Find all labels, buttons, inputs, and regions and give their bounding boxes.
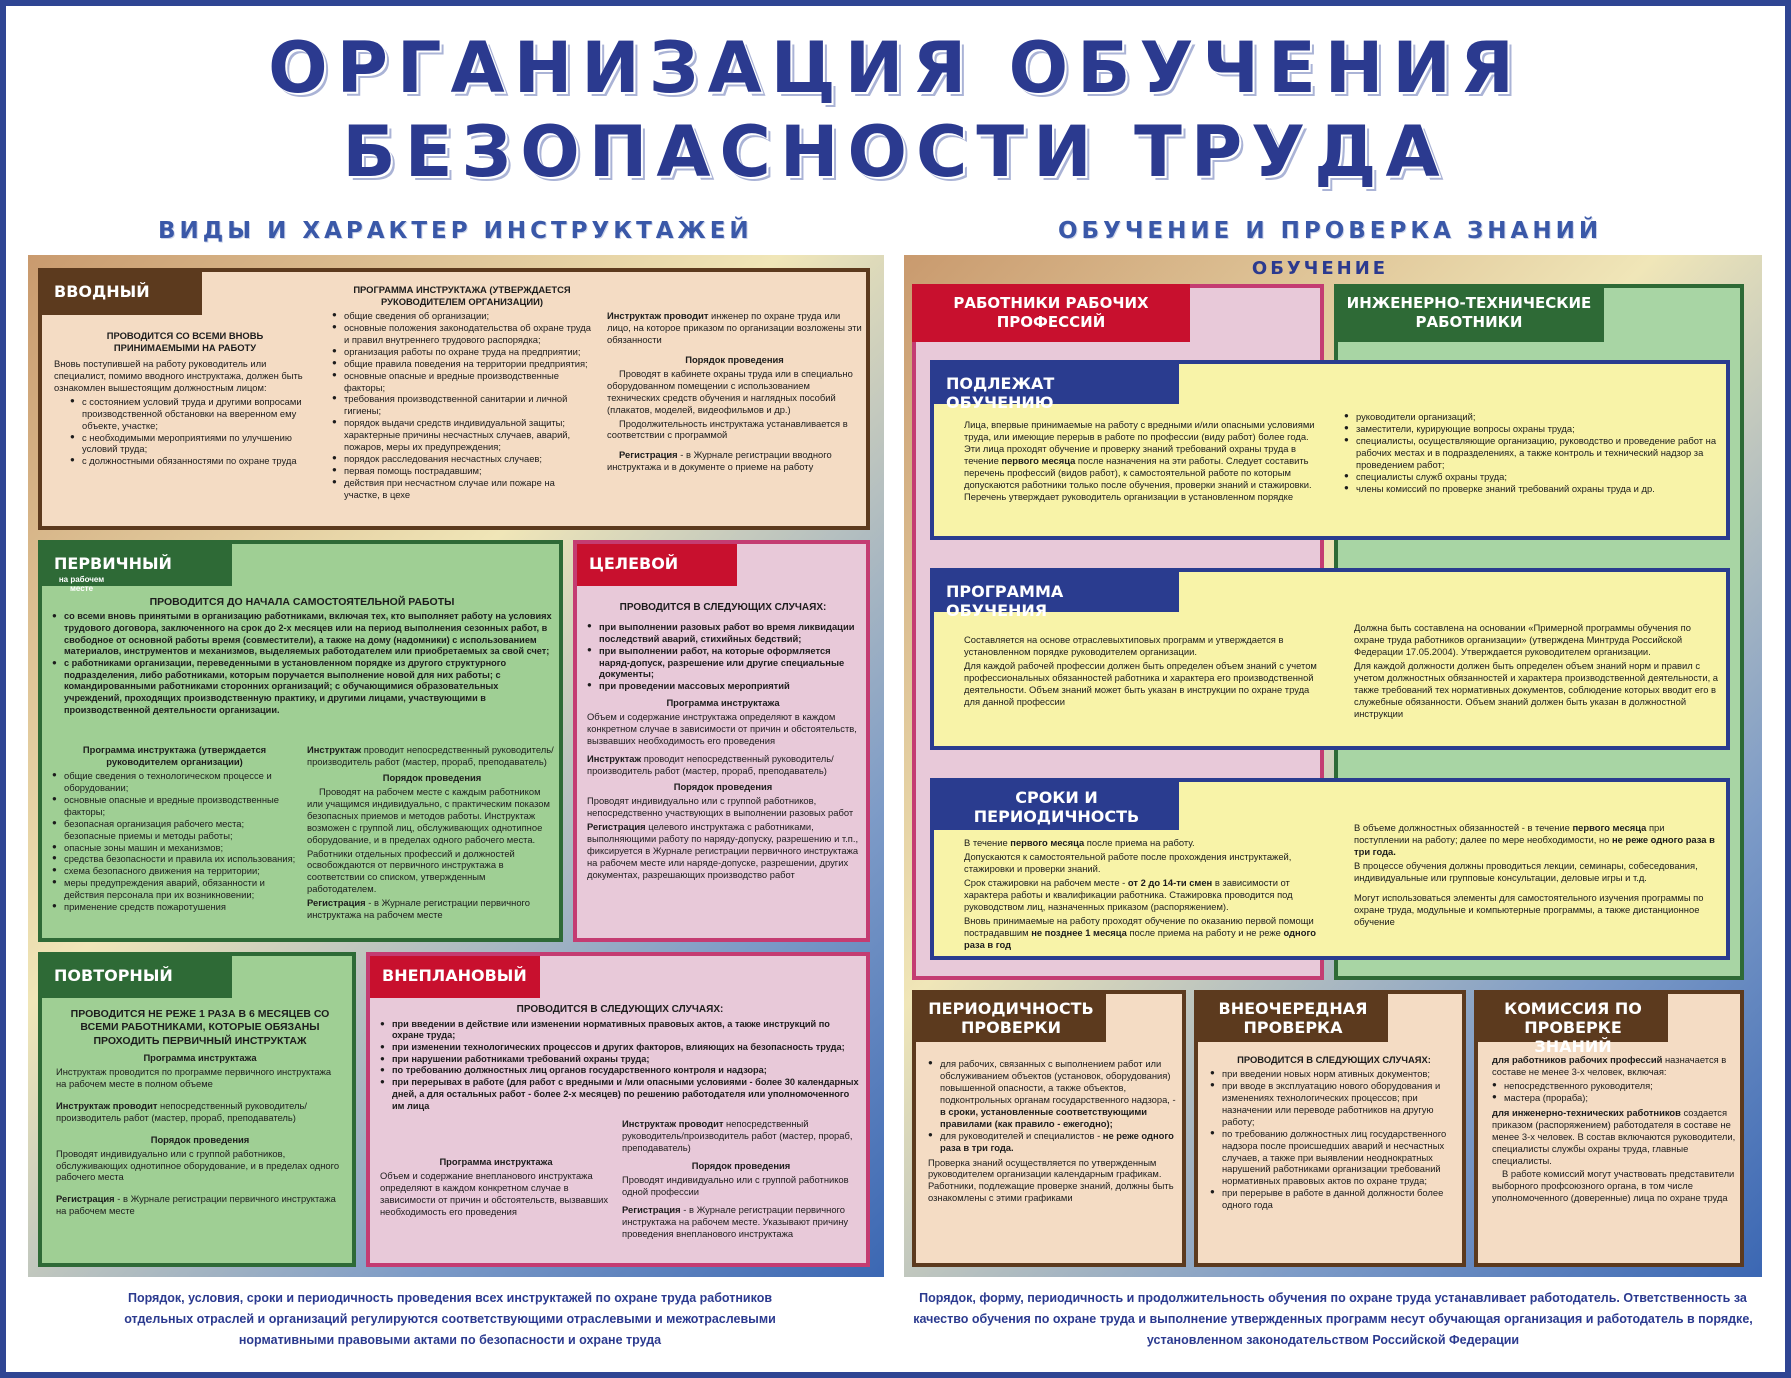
pervichny-conducted: ПРОВОДИТСЯ ДО НАЧАЛА САМОСТОЯТЕЛЬНОЙ РАБОТЫ <box>149 596 455 608</box>
program-left-text2: Для каждой рабочей профессии должен быть определен объем знаний с учетом профессиональных обязанностей работника и характера его производственной деятельности. Объем знаний может быть указан в инструкции по охране труда для данной профессии <box>964 659 1317 707</box>
list-item: ● с работниками организации, переведенными в установленном порядке из другого структурного подразделения, либо работниками, которым поручается выполнение новой для них работы; с командированными работниками сторонних организаций; с обучающимися образовательных учреждений, проходящих производственную практику, и другими лицами, участвующими в производственной деятельности организации. <box>52 658 552 716</box>
list-item: ● основные опасные и вредные производственные факторы; <box>52 794 297 818</box>
pervichny-conductor-label: Инструктаж <box>307 744 362 755</box>
terms-right-p3: Могут использоваться элементы для самостоятельного изучения программы по охране труда, модульные и компьютерные программы, а также дистанционное обучение <box>1354 891 1704 927</box>
list-item: ● опасные зоны машин и механизмов; <box>52 842 297 854</box>
list-item: ● при вводе в эксплуатацию нового оборудования и изменениях технологических процессов; при назначении или переводе работников на другую работу; <box>1210 1080 1458 1128</box>
list-item: ● при введении в действие или изменении нормативных правовых актов, а также инструкций по охране труда; <box>380 1019 860 1042</box>
list-item: ● с должностными обязанностями по охране труда <box>70 455 316 467</box>
list-item: ● при выполнении разовых работ во время ликвидации последствий аварий, стихийных бедствий; <box>587 621 859 645</box>
subtitle-right: ОБУЧЕНИЕ И ПРОВЕРКА ЗНАНИЙ <box>1058 218 1603 244</box>
workers-header: РАБОТНИКИ РАБОЧИХ ПРОФЕССИЙ <box>912 284 1190 342</box>
list-item: ● непосредственного руководителя; <box>1492 1080 1736 1092</box>
povtorny-reg-label: Регистрация <box>56 1193 115 1205</box>
povtorny-conducted: ПРОВОДИТСЯ НЕ РЕЖЕ 1 РАЗА В 6 МЕСЯЦЕВ СО ВСЕМИ РАБОТНИКАМИ, КОТОРЫЕ ОБЯЗАНЫ ПРОХОДИТЬ ПЕРВИЧНЫЙ ИНСТРУКТАЖ <box>70 1008 330 1047</box>
list-item: ● безопасная организация рабочего места; безопасные приемы и методы работы; <box>52 818 297 842</box>
list-item: ● общие правила поведения на территории предприятия; <box>332 358 592 370</box>
commission-header: КОМИССИЯ ПО ПРОВЕРКЕ ЗНАНИЙ <box>1478 994 1668 1042</box>
footer-left: Порядок, условия, сроки и периодичность проведения всех инструктажей по охране труда работников отдельных отраслей и организаций регулируются соответствующими отраслевыми и межотраслевыми нормативными правовыми актами по безопасности и охране труда <box>124 1291 776 1347</box>
terms-right-c: при поступлении на работу; далее по мере необходимости, но <box>1354 822 1665 845</box>
periodic-item2a: для руководителей и специалистов - <box>940 1129 1103 1141</box>
list-item: ● при выполнении работ, на которые оформляется наряд-допуск, разрешение или другие специальные документы; <box>587 645 859 681</box>
terms-right-p2: В процессе обучения должны проводиться лекции, семинары, собеседования, индивидуальные или групповые консультации, деловые игры и т.д. <box>1354 859 1698 883</box>
vvodny-order-title: Порядок проведения <box>685 353 784 365</box>
commission-p1a: для работников рабочих профессий <box>1492 1054 1663 1065</box>
celevoy-conducted: ПРОВОДИТСЯ В СЛЕДУЮЩИХ СЛУЧАЯХ: <box>619 602 827 613</box>
subject-header: ПОДЛЕЖАТ ОБУЧЕНИЮ <box>934 364 1179 404</box>
list-item: ● требования производственной санитарии и личной гигиены; <box>332 393 592 417</box>
celevoy-program-text: Объем и содержание инструктажа определяют в каждом конкретном случае в зависимости от причин и обстоятельств, вызвавших необходимость его проведения <box>587 711 857 747</box>
commission-p2b: создается приказом (распоряжением) работодателя в составе не менее 3-х человек. В состав включаются руководители, специалисты службы охраны труда, главные специалисты. <box>1492 1106 1736 1166</box>
vvodny-header: ВВОДНЫЙ <box>42 272 202 315</box>
list-item: ● общие сведения о технологическом процессе и оборудовании; <box>52 770 297 794</box>
vneplanovy-header: ВНЕПЛАНОВЫЙ <box>370 956 540 998</box>
vneplanovy-reg-text: - в Журнале регистрации первичного инструктажа на рабочем месте. Указывают причину проведения внепланового инструктажа <box>622 1203 849 1239</box>
periodic-text: Проверка знаний осуществляется по утвержденным руководителем организации календарным графикам. Работники, подлежащие проверке знаний, должны быть ознакомлены с этими графиками <box>928 1156 1174 1204</box>
celevoy-conductor-text: проводит непосредственный руководитель/производитель работ (мастер, прораб, преподаватель) <box>587 753 834 776</box>
celevoy-reg-text: целевого инструктажа с работниками, выполняющими работу по наряду-допуску, разрешению и т.п., фиксируется в Журнале регистрации первичного инструктажа на рабочем месте или наряде-допуске, разрешении, других документах, разрешающих производство работ <box>587 820 859 880</box>
pervichny-header-small: на рабочем месте <box>58 574 105 593</box>
terms-left-a: В течение <box>964 837 1011 848</box>
povtorny-order-title: Порядок проведения <box>150 1133 250 1145</box>
extraordinary-header: ВНЕОЧЕРЕДНАЯ ПРОВЕРКА <box>1198 994 1388 1042</box>
list-item: ● по требованию должностных лиц органов государственного контроля и надзора; <box>380 1065 860 1077</box>
list-item: ● при перерывах в работе (для работ с вредными и /или опасными условиями - более 30 календарных дней, а для остальных работ - более 2-х месяцев) по решению работодателя или уполномоченного им лица <box>380 1077 860 1112</box>
celevoy-header: ЦЕЛЕВОЙ <box>577 544 737 586</box>
list-item: ● организация работы по охране труда на предприятии; <box>332 346 592 358</box>
list-item: ● меры предупреждения аварий, обязанности и действия персонала при их возникновении; <box>52 877 297 901</box>
povtorny-conductor-label: Инструктаж проводит <box>56 1099 158 1111</box>
vvodny-conducted: ПРОВОДИТСЯ СО ВСЕМИ ВНОВЬ ПРИНИМАЕМЫМИ НА РАБОТУ <box>106 330 264 353</box>
list-item: ● при проведении массовых мероприятий <box>587 680 859 692</box>
commission-box <box>1474 990 1744 1267</box>
program-left-text1: Составляется на основе отраслевыхтиповых программ и утверждается в установленном порядке руководителем организации. <box>964 634 1284 657</box>
program-right-text1: Должна быть составлена на основании «Примерной программы обучения по охране труда работников организации» (утверждена Минтруда Российской Федерации 17.05.2004). Утверждается руководителем организации. <box>1354 622 1691 657</box>
celevoy-program-title: Программа инструктажа <box>666 697 780 709</box>
povtorny-program-title: Программа инструктажа <box>143 1051 257 1063</box>
list-item: ● мастера (прораба); <box>1492 1092 1736 1104</box>
terms-left-p4a: Вновь принимаемые на работу проходят обучение по оказанию первой помощи пострадавшим <box>964 914 1314 938</box>
vvodny-order-text1: Проводят в кабинете охраны труда или в специально оборудованном помещении с использованием технических средств обучения и наглядных пособий (плакатов, моделей, видеофильмов и др.) <box>607 367 853 415</box>
obuchenie-label: ОБУЧЕНИЕ <box>1251 258 1389 279</box>
program-box <box>930 568 1730 750</box>
vneplanovy-order-title: Порядок проведения <box>691 1159 791 1171</box>
engineers-header: ИНЖЕНЕРНО-ТЕХНИЧЕСКИЕ РАБОТНИКИ <box>1334 284 1604 342</box>
povtorny-order-text: Проводят индивидуально или с группой работников, обслуживающих однотипное оборудование, и в пределах одного рабочего места <box>56 1147 340 1183</box>
list-item: ● общие сведения об организации; <box>332 310 592 322</box>
vvodny-program-title: ПРОГРАММА ИНСТРУКТАЖА (УТВЕРЖДАЕТСЯ РУКОВОДИТЕЛЕМ ОРГАНИЗАЦИИ) <box>353 284 571 307</box>
terms-left-b: первого месяца <box>1010 837 1085 848</box>
list-item: ● схема безопасного движения на территории; <box>52 865 297 877</box>
vvodny-conductor-text: инженер по охране труда или лицо, на которое приказом по организации возложены эти обязанности <box>607 310 862 345</box>
poster-title-line1: ОРГАНИЗАЦИЯ ОБУЧЕНИЯ <box>268 27 1523 109</box>
terms-right-d: не реже одного раза в три года. <box>1354 833 1715 857</box>
celevoy-box <box>573 540 870 942</box>
pervichny-order-title: Порядок проведения <box>382 771 482 783</box>
list-item: ● со всеми вновь принятыми в организацию работниками, включая тех, кто выполняет работу на условиях трудового договора, заключенного на срок до 2-х месяцев или на период выполнения сезонных работ, в свободное от основной работы время (совместители), а также на дому (надомники) с использованием материалов, инструментов и механизмов, выделяемых работодателем или приобретаемых за свой счет; <box>52 611 552 658</box>
subtitle-left: ВИДЫ И ХАРАКТЕР ИНСТРУКТАЖЕЙ <box>158 218 753 244</box>
list-item: ● применение средств пожаротушения <box>52 901 297 913</box>
list-item: ● заместители, курирующие вопросы охраны труда; <box>1344 423 1719 435</box>
terms-right-b: первого месяца <box>1572 822 1647 833</box>
terms-left-p4b: не позднее 1 месяца <box>1031 926 1127 938</box>
terms-left-p3c: в зависимости от характера работы и квалификации работника. Стажировка проводится под руководством лиц, назначенных приказом (распоряжением). <box>964 876 1293 912</box>
vvodny-conductor-label: Инструктаж проводит <box>607 310 709 321</box>
list-item: ● порядок расследования несчастных случаев; <box>332 453 592 465</box>
poster-title-line2: БЕЗОПАСНОСТИ ТРУДА <box>342 111 1449 193</box>
list-item: ● при нарушении работниками требований охраны труда; <box>380 1054 860 1066</box>
commission-p2a: для инженерно-технических работников <box>1492 1106 1681 1118</box>
list-item: ● с состоянием условий труда и другими вопросами производственной обстановки на вверенном ему объекте, участке; <box>70 396 316 432</box>
list-item: ● первая помощь пострадавшим; <box>332 465 592 477</box>
pervichny-program-title: Программа инструктажа (утверждается руководителем организации) <box>82 744 267 767</box>
pervichny-reg-label: Регистрация <box>307 897 366 909</box>
list-item: ● специалисты, осуществляющие организацию, руководство и проведение работ на рабочих местах и в подразделениях, а также контроль и технический надзор за проведением работ; <box>1344 435 1719 471</box>
povtorny-conductor-text: непосредственный руководитель/производитель работ (мастер, прораб, преподаватель) <box>56 1099 307 1123</box>
vneplanovy-box <box>366 952 870 1267</box>
povtorny-reg-text: - в Журнале регистрации первичного инструктажа на рабочем месте <box>56 1193 336 1217</box>
vneplanovy-conductor-label: Инструктаж проводит <box>622 1118 724 1129</box>
subject-left-b: первого месяца <box>1001 454 1076 466</box>
vneplanovy-order-text: Проводят индивидуально или с группой работников одной профессии <box>622 1173 849 1197</box>
celevoy-reg-label: Регистрация <box>587 820 646 832</box>
pervichny-order-text2: Работники отдельных профессий и должностей освобождаются от первичного инструктажа в соответствии со списком, утвержденным работодателем. <box>307 847 515 895</box>
list-item: ● при введении новых норм ативных документов; <box>1210 1068 1458 1080</box>
list-item: ● с необходимыми мероприятиями по улучшению условий труда; <box>70 432 316 456</box>
terms-right-a: В объеме должностных обязанностей - в течение <box>1354 822 1573 833</box>
subject-left-a: Лица, впервые принимаемые на работу с вредными и/или опасными условиями труда, или имеющие перерыв в работе по профессии (виду работ) более года. Эти лица проходят обучение и проверку знаний требований охраны труда в течение <box>964 419 1315 466</box>
povtorny-program-text: Инструктаж проводится по программе первичного инструктажа на рабочем месте в полном объеме <box>56 1065 332 1089</box>
list-item: ● основные положения законодательства об охране труда и правил внутреннего трудового распорядка; <box>332 322 592 346</box>
terms-header: СРОКИ И ПЕРИОДИЧНОСТЬ <box>934 782 1179 830</box>
extraordinary-box <box>1194 990 1466 1267</box>
terms-left-p4d: одного раза в год <box>964 926 1316 950</box>
pervichny-conductor-text: проводит непосредственный руководитель/производитель работ (мастер, прораб, преподаватель) <box>307 744 554 767</box>
periodic-item2b: не реже одного раза в три года. <box>940 1129 1174 1153</box>
list-item: ● средства безопасности и правила их использования; <box>52 853 297 865</box>
vneplanovy-reg-label: Регистрация <box>622 1203 681 1215</box>
terms-left-p3b: от 2 до 14-ти смен <box>1127 876 1213 888</box>
pervichny-reg-text: - в Журнале регистрации первичного инструктажа на рабочем месте <box>307 897 530 921</box>
terms-box <box>930 778 1730 960</box>
vvodny-reg-label: Регистрация <box>619 449 678 461</box>
vneplanovy-program-title: Программа инструктажа <box>439 1156 553 1167</box>
pervichny-header-label: ПЕРВИЧНЫЙ <box>54 554 172 573</box>
terms-left-p4c: после приема на работу и не реже <box>1126 926 1284 938</box>
vvodny-reg-text: - в Журнале регистрации вводного инструктажа и в документе о приеме на работу <box>607 449 832 473</box>
list-item: ● руководители организаций; <box>1344 411 1719 423</box>
terms-left-p2: Допускаются к самостоятельной работе после прохождения инструктажей, стажировки и проверки знаний. <box>964 850 1292 874</box>
celevoy-conductor-label: Инструктаж <box>587 753 642 765</box>
list-item: ● специалисты служб охраны труда; <box>1344 471 1719 483</box>
list-item: ● по требованию должностных лиц государственного надзора после происшедших аварий и несчастных случаев, а также при выявлении неоднократных нарушений работниками организации требований нормативных правовых актов по охране труда; <box>1210 1128 1458 1188</box>
periodic-item1a: для рабочих, связанных с выполнением работ или обслуживанием объектов (установок, оборудования) повышенной опасности, а также объектов, подконтрольных органам государственного надзора, - <box>940 1058 1176 1105</box>
program-right-text2: Для каждой должности должен быть определен объем знаний норм и правил с учетом должностных обязанностей и характера производственной деятельности, а также требований тех нормативных документов, соблюдение которых вводит его в служебные обязанности. Объем знаний должен быть указан в должностной инструкции <box>1354 659 1719 719</box>
pervichny-order-text1: Проводят на рабочем месте с каждым работником или учащимся индивидуально, с практическим показом безопасных приемов и методов работы. Инструктаж возможен с группой лиц, обслуживающих однотипное оборудование, и в пределах одного рабочего места. <box>307 785 550 845</box>
periodic-header: ПЕРИОДИЧНОСТЬ ПРОВЕРКИ <box>916 994 1106 1042</box>
povtorny-box <box>38 952 356 1267</box>
vvodny-intro: Вновь поступившей на работу руководитель или специалист, помимо вводного инструктажа, должен быть ознакомлен вышестоящим должностным лицом: <box>54 357 303 393</box>
extraordinary-conducted: ПРОВОДИТСЯ В СЛЕДУЮЩИХ СЛУЧАЯХ: <box>1237 1054 1431 1065</box>
list-item: ● действия при несчастном случае или пожаре на участке, в цехе <box>332 477 592 501</box>
terms-left-p3a: Срок стажировки на рабочем месте - <box>964 876 1128 888</box>
pervichny-header <box>42 544 232 593</box>
vneplanovy-program-text: Объем и содержание внепланового инструктажа определяют в каждом конкретном случае в зависимости от причин и обстоятельств, вызвавших необходимость его проведения <box>380 1169 609 1217</box>
list-item: ● порядок выдачи средств индивидуальной защиты; характерные причины несчастных случаев, аварий, пожаров, меры их предупреждения; <box>332 417 592 453</box>
terms-left-c: после приема на работу. <box>1084 837 1195 848</box>
list-item: ● при перерыве в работе в данной должности более одного года <box>1210 1187 1458 1211</box>
vvodny-box <box>38 268 870 530</box>
commission-p1b: назначается в составе не менее 3-х человек, включая: <box>1492 1054 1727 1077</box>
subject-left-c: после назначения на эти работы. Следует составить перечень профессий (видов работ), к самостоятельной работе по которым допускаются работники только после обучения, проверки знаний и стажировки. Перечень утверждает руководитель организации в установленном порядке <box>964 454 1312 502</box>
periodic-item1b: в сроки, установленные соответствующими правилами (как правило - ежегодно); <box>940 1105 1148 1129</box>
program-header: ПРОГРАММА ОБУЧЕНИЯ <box>934 572 1179 612</box>
list-item: ● члены комиссий по проверке знаний требований охраны труда и др. <box>1344 483 1719 495</box>
vvodny-order-text2: Продолжительность инструктажа устанавливается в соответствии с программой <box>607 417 848 441</box>
vneplanovy-conducted: ПРОВОДИТСЯ В СЛЕДУЮЩИХ СЛУЧАЯХ: <box>516 1004 724 1015</box>
povtorny-header: ПОВТОРНЫЙ <box>42 956 232 998</box>
list-item: ● основные опасные и вредные производственные факторы; <box>332 370 592 394</box>
subject-box <box>930 360 1730 540</box>
celevoy-order-text: Проводят индивидуально или с группой работников, непосредственно участвующих в выполнении разовых работ <box>587 794 854 818</box>
footer-right: Порядок, форму, периодичность и продолжительность обучения по охране труда устанавливает работодатель. Ответственность за качество обучения по охране труда и выполнение утвержденных программ несут обучающая организация и работодатель в порядке, установленном законодательством Российской Федерации <box>913 1291 1753 1347</box>
periodic-box <box>912 990 1186 1267</box>
vneplanovy-conductor-text: непосредственный руководитель/производитель работ (мастер, прораб, преподаватель) <box>622 1118 853 1153</box>
celevoy-order-title: Порядок проведения <box>673 780 773 792</box>
commission-p3: В работе комиссий могут участвовать представители выборного профсоюзного органа, в том числе уполномоченного (доверенные) лица по охране труда <box>1492 1168 1735 1204</box>
pervichny-box <box>38 540 563 942</box>
list-item: ● при изменении технологических процессов и других факторов, влияющих на безопасность труда; <box>380 1042 860 1054</box>
